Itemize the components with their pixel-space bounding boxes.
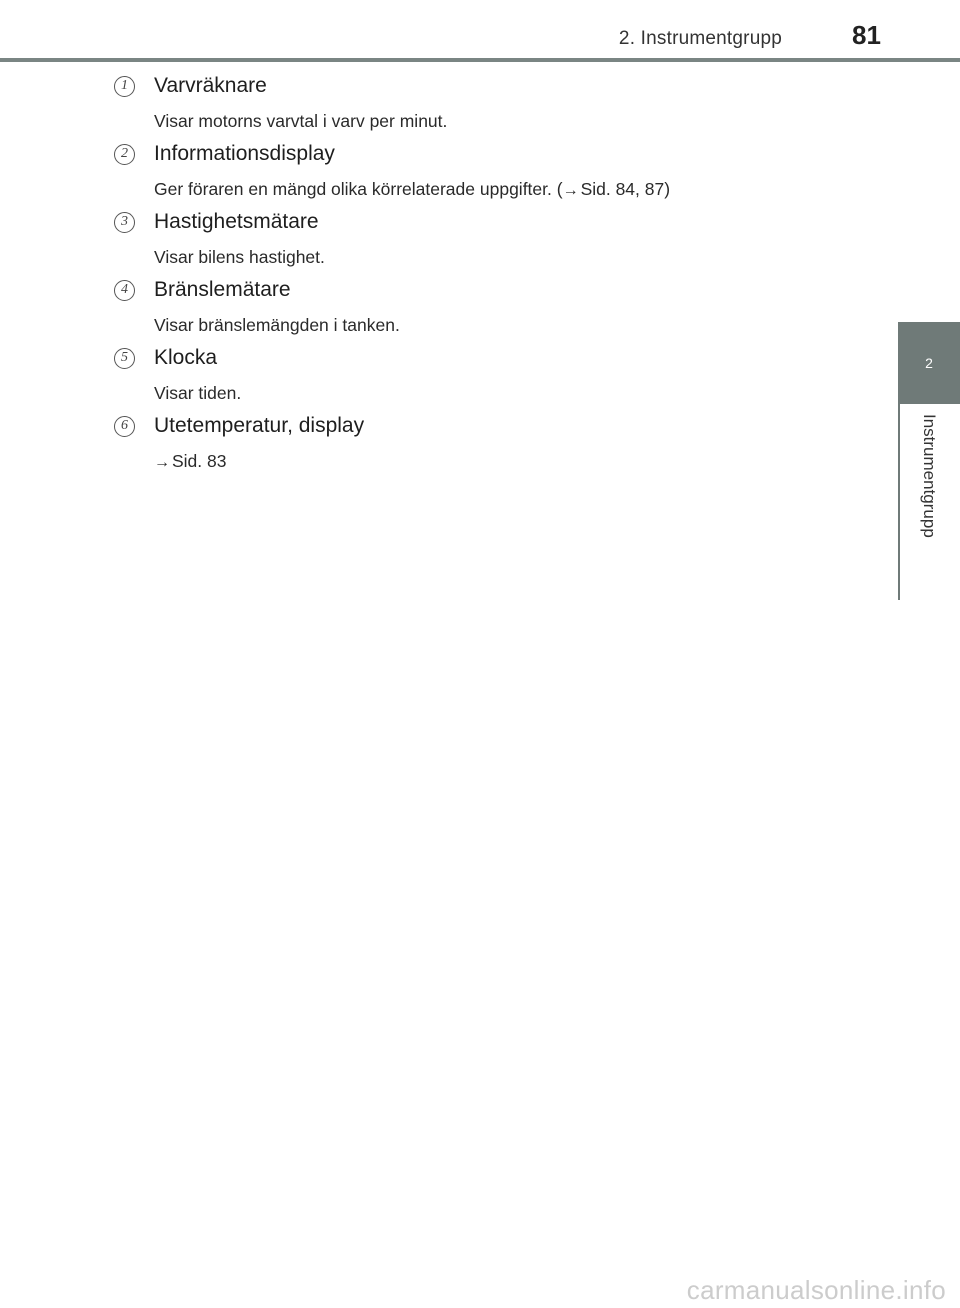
item-title: Informationsdisplay	[154, 142, 335, 165]
page-number: 81	[852, 20, 881, 50]
item-list	[114, 72, 874, 480]
chapter-tab[interactable]	[898, 322, 960, 404]
item-description	[154, 451, 874, 472]
list-item	[114, 72, 874, 140]
item-title: Bränslemätare	[154, 278, 291, 301]
list-item	[114, 140, 874, 208]
item-description	[154, 315, 874, 336]
chapter-label: Instrumentgrupp	[920, 414, 939, 538]
page-header	[0, 0, 960, 64]
arrow-right-icon: →	[154, 454, 170, 471]
description-text: Ger föraren en mängd olika körrelaterade uppgifter. (	[154, 179, 563, 199]
arrow-right-icon: →	[562, 182, 579, 199]
item-title: Varvräknare	[154, 74, 267, 97]
item-description	[154, 383, 874, 404]
description-text: Visar bränslemängden i tanken.	[154, 315, 400, 335]
chapter-number: 2	[925, 355, 933, 371]
watermark-text: carmanualsonline.info	[686, 1275, 946, 1305]
description-text-end: )	[664, 179, 671, 199]
item-title: Hastighetsmätare	[154, 210, 319, 233]
list-item	[114, 412, 874, 480]
description-text: Visar tiden.	[154, 383, 242, 403]
item-description	[154, 179, 874, 200]
page-reference-link[interactable]: Sid. 84, 87	[580, 179, 665, 199]
list-item	[114, 208, 874, 276]
item-number-badge: 2	[114, 144, 135, 165]
description-text: Visar motorns varvtal i varv per minut.	[154, 111, 448, 131]
item-number-badge: 1	[114, 76, 135, 97]
page-reference-link[interactable]: Sid. 83	[172, 451, 227, 471]
description-text: Visar bilens hastighet.	[154, 247, 325, 267]
list-item	[114, 276, 874, 344]
item-description	[154, 111, 874, 132]
item-title: Klocka	[154, 346, 218, 369]
list-item	[114, 344, 874, 412]
item-description	[154, 247, 874, 268]
item-title: Utetemperatur, display	[154, 414, 365, 437]
section-title: 2. Instrumentgrupp	[618, 28, 782, 49]
item-number-badge: 4	[114, 280, 135, 301]
header-divider	[0, 58, 960, 62]
item-number-badge: 3	[114, 212, 135, 233]
item-number-badge: 6	[114, 416, 135, 437]
item-number-badge: 5	[114, 348, 135, 369]
